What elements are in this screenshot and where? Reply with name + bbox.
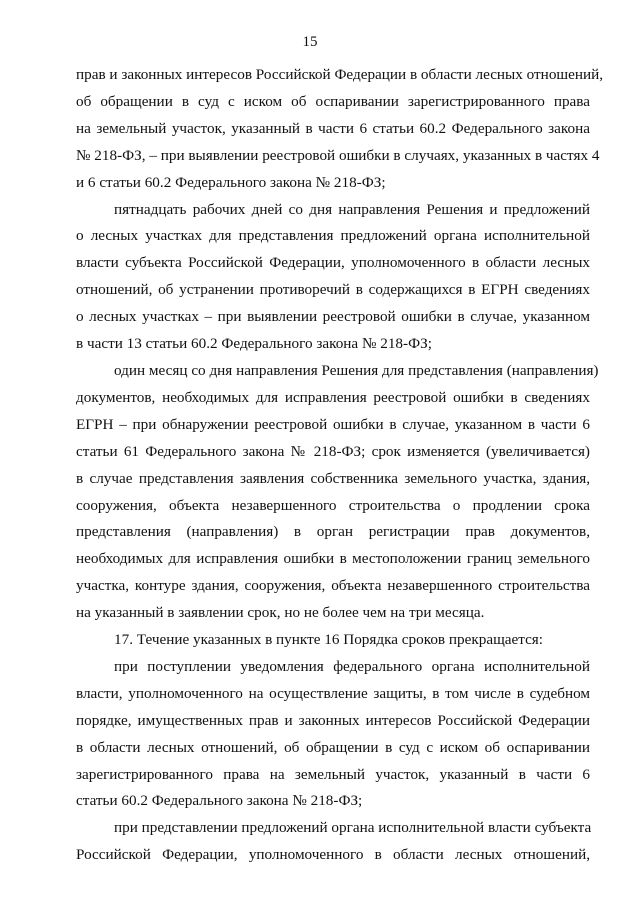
paragraph [76, 815, 590, 869]
page-number: 15 [302, 34, 318, 50]
text-line: власти, уполномоченного на осуществление защиты, в том числе в судебном [76, 684, 590, 702]
text-line: статьи 60.2 Федерального закона № 218-ФЗ; [76, 792, 363, 810]
text-line: на земельный участок, указанный в части 6 статьи 60.2 Федерального закона [76, 119, 590, 137]
text-line: при представлении предложений органа исполнительной власти субъекта [114, 819, 592, 837]
text-line: № 218-ФЗ, – при выявлении реестровой ошибки в случаях, указанных в частях 4 [76, 146, 600, 164]
text-line: о лесных участках для представления предложений органа исполнительной [76, 227, 590, 245]
paragraph [76, 62, 604, 197]
text-line: Российской Федерации, уполномоченного в области лесных отношений, [76, 846, 590, 864]
text-line: при поступлении уведомления федерального органа исполнительной [114, 657, 590, 675]
text-line: на указанный в заявлении срок, но не более чем на три месяца. [76, 604, 485, 622]
text-line: об обращении в суд с иском об оспаривании зарегистрированного права [76, 92, 590, 110]
text-line: о лесных участках – при выявлении реестровой ошибки в случае, указанном [76, 308, 590, 326]
paragraph [76, 654, 590, 815]
text-line: в случае представления заявления собственника земельного участка, здания, [76, 469, 590, 487]
text-line: необходимых для исправления ошибки в местоположении границ земельного [76, 550, 590, 568]
document-body [76, 62, 604, 869]
text-line: власти субъекта Российской Федерации, уполномоченного в области лесных [76, 254, 590, 272]
text-line: сооружения, объекта незавершенного строительства о продлении срока [76, 496, 590, 514]
text-line: документов, необходимых для исправления реестровой ошибки в сведениях [76, 388, 590, 406]
text-line: пятнадцать рабочих дней со дня направления Решения и предложений [114, 200, 590, 218]
text-line: отношений, об устранении противоречий в содержащихся в ЕГРН сведениях [76, 281, 590, 299]
paragraph [76, 197, 590, 358]
text-line: прав и законных интересов Российской Федерации в области лесных отношений, [76, 66, 604, 83]
text-line: 17. Течение указанных в пункте 16 Порядка сроков прекращается: [114, 631, 544, 649]
text-line: зарегистрированного права на земельный участок, указанный в части 6 [76, 765, 590, 783]
paragraph [76, 627, 590, 654]
text-line: и 6 статьи 60.2 Федерального закона № 218-ФЗ; [76, 173, 386, 191]
text-line: ЕГРН – при обнаружении реестровой ошибки в случае, указанном в части 6 [76, 415, 590, 433]
text-line: один месяц со дня направления Решения для представления (направления) [114, 361, 599, 379]
text-line: участка, контуре здания, сооружения, объекта незавершенного строительства [76, 577, 590, 595]
text-line: в области лесных отношений, об обращении в суд с иском об оспаривании [76, 738, 590, 756]
text-line: в части 13 статьи 60.2 Федерального закона № 218-ФЗ; [76, 335, 432, 353]
text-line: представления (направления) в орган регистрации прав документов, [76, 523, 590, 541]
text-line: порядке, имущественных прав и законных интересов Российской Федерации [76, 711, 590, 729]
paragraph [76, 358, 599, 627]
text-line: статьи 61 Федерального закона № 218-ФЗ; срок изменяется (увеличивается) [76, 442, 590, 460]
